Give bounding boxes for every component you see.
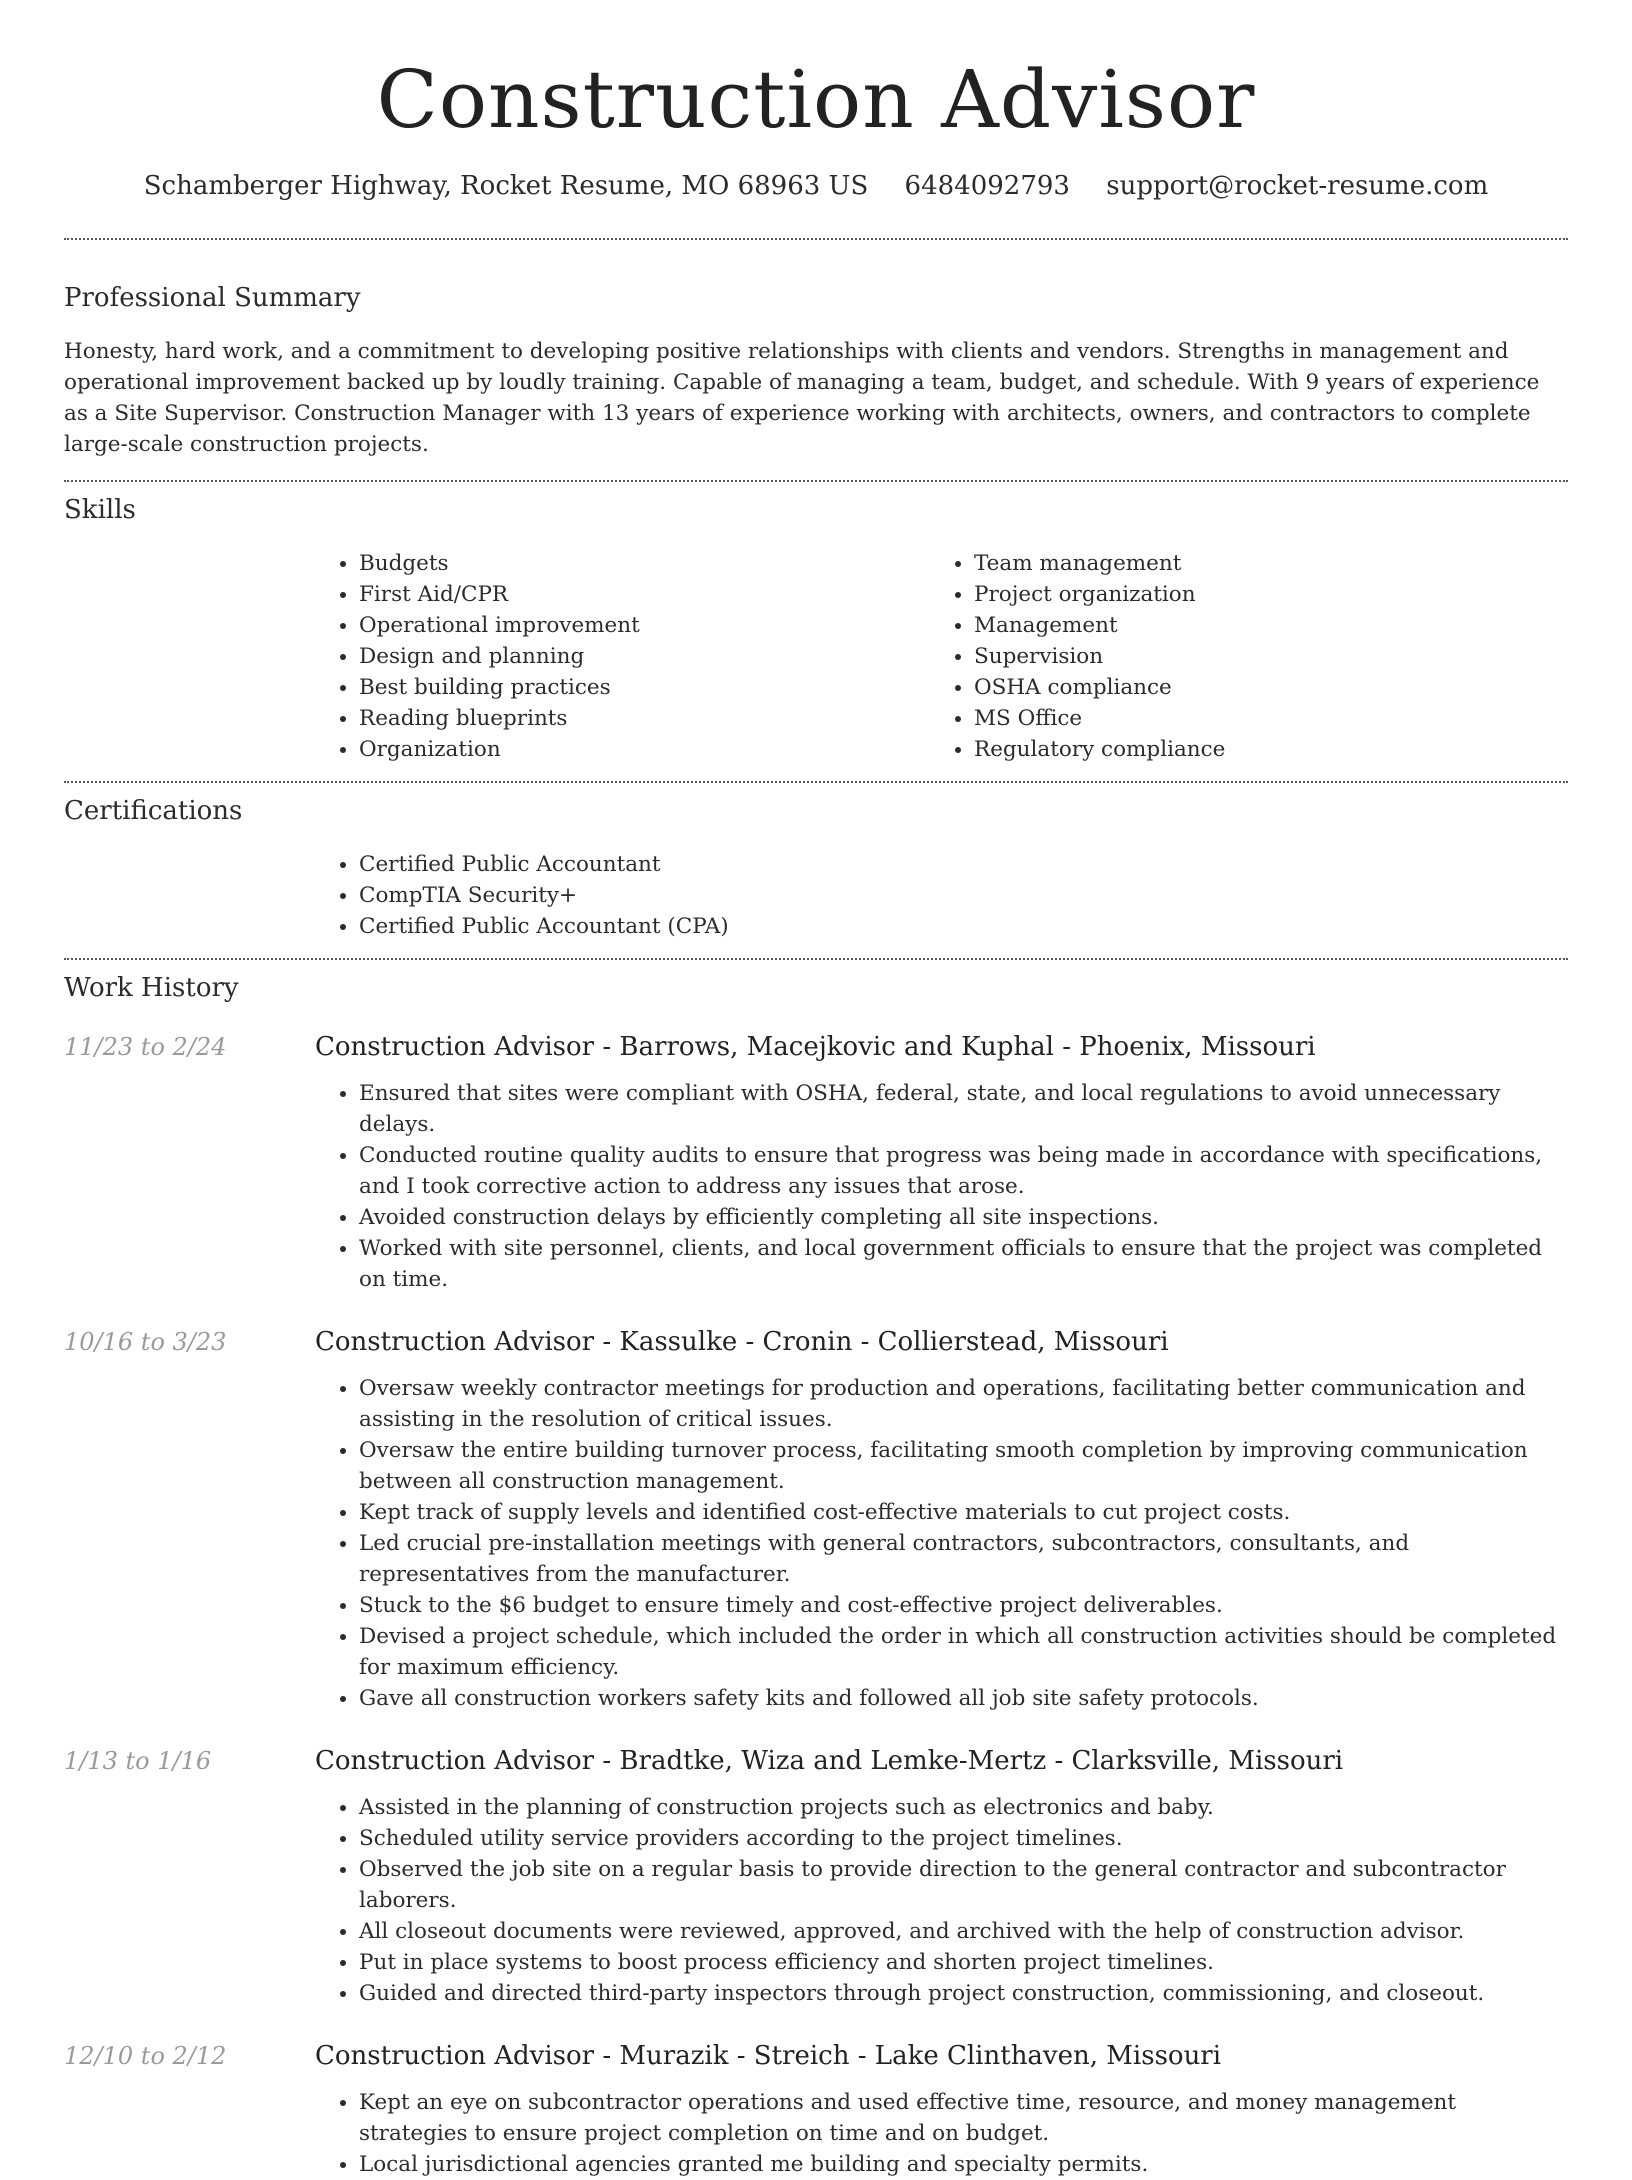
job-date: 11/23 to 2/24 <box>64 1033 227 1061</box>
job-date: 12/10 to 2/12 <box>64 2042 227 2070</box>
divider <box>64 480 1568 482</box>
job-bullet: • Put in place systems to boost process efficiency and shorten project timelines. <box>359 1947 1568 1978</box>
work-history-heading: Work History <box>64 973 239 1003</box>
skill-item: • Best building practices <box>359 672 930 703</box>
job-bullets <box>315 1373 1568 1714</box>
candidate-name: Construction Advisor <box>376 53 1256 146</box>
skills-column-left <box>315 548 930 765</box>
skill-item: • Regulatory compliance <box>974 734 1545 765</box>
job-bullets <box>315 1792 1568 2009</box>
job-title: Construction Advisor - Barrows, Macejkovic and Kuphal - Phoenix, Missouri <box>315 1032 1316 1062</box>
certification-item: • Certified Public Accountant <box>359 849 1568 880</box>
job-bullet: • Guided and directed third-party inspectors through project construction, commissioning, and closeout. <box>359 1978 1568 2009</box>
job-bullet: • Oversaw the entire building turnover process, facilitating smooth completion by improving communication between all construction management. <box>359 1435 1568 1497</box>
job-bullet: • Local jurisdictional agencies granted me building and specialty permits. <box>359 2149 1568 2180</box>
skill-item: • Management <box>974 610 1545 641</box>
job-title: Construction Advisor - Kassulke - Cronin - Collierstead, Missouri <box>315 1327 1169 1357</box>
job-entry <box>64 1744 1568 1778</box>
certifications-list <box>315 849 1568 942</box>
skill-item: • MS Office <box>974 703 1545 734</box>
job-bullet: • All closeout documents were reviewed, approved, and archived with the help of construction advisor. <box>359 1916 1568 1947</box>
job-bullet: • Avoided construction delays by efficiently completing all site inspections. <box>359 1202 1568 1233</box>
skills-column-right <box>930 548 1545 765</box>
job-bullet: • Assisted in the planning of construction projects such as electronics and baby. <box>359 1792 1568 1823</box>
skill-item: • OSHA compliance <box>974 672 1545 703</box>
phone: 6484092793 <box>904 171 1070 201</box>
job-entry <box>64 2039 1568 2073</box>
skill-item: • Operational improvement <box>359 610 930 641</box>
certification-item: • Certified Public Accountant (CPA) <box>359 911 1568 942</box>
skills-heading: Skills <box>64 495 136 525</box>
job-title: Construction Advisor - Murazik - Streich - Lake Clinthaven, Missouri <box>315 2041 1222 2071</box>
divider <box>64 781 1568 783</box>
skill-item: • Organization <box>359 734 930 765</box>
address: Schamberger Highway, Rocket Resume, MO 68963 US <box>143 171 869 201</box>
job-bullet: • Scheduled utility service providers according to the project timelines. <box>359 1823 1568 1854</box>
email: support@rocket-resume.com <box>1106 171 1489 201</box>
skills-list <box>315 548 1568 765</box>
job-entry <box>64 1030 1568 1064</box>
job-bullet: • Worked with site personnel, clients, and local government officials to ensure that the project was completed on time. <box>359 1233 1568 1295</box>
certifications-heading: Certifications <box>64 796 243 826</box>
resume-page <box>64 0 1568 2180</box>
certification-item: • CompTIA Security+ <box>359 880 1568 911</box>
summary-heading: Professional Summary <box>64 283 361 313</box>
job-bullet: • Observed the job site on a regular basis to provide direction to the general contractor and subcontractor laborers. <box>359 1854 1568 1916</box>
skill-item: • Budgets <box>359 548 930 579</box>
contact-line <box>64 168 1568 204</box>
skill-item: • Team management <box>974 548 1545 579</box>
job-bullet: • Ensured that sites were compliant with OSHA, federal, state, and local regulations to avoid unnecessary delays. <box>359 1078 1568 1140</box>
job-title: Construction Advisor - Bradtke, Wiza and Lemke-Mertz - Clarksville, Missouri <box>315 1746 1344 1776</box>
job-bullet: • Kept an eye on subcontractor operations and used effective time, resource, and money management strategies to ensure project completion on time and on budget. <box>359 2087 1568 2149</box>
summary-text: Honesty, hard work, and a commitment to developing positive relationships with clients and vendors. Strengths in management and operational improvement backed up by loudly training. Capable of managing a team, budget, and schedule. With 9 years of experience as a Site Supervisor. Construction Manager with 13 years of experience working with architects, owners, and contractors to complete large-scale construction projects. <box>64 339 1540 457</box>
skill-item: • First Aid/CPR <box>359 579 930 610</box>
job-bullet: • Devised a project schedule, which included the order in which all construction activities should be completed for maximum efficiency. <box>359 1621 1568 1683</box>
job-entry <box>64 1325 1568 1359</box>
skill-item: • Supervision <box>974 641 1545 672</box>
job-bullet: • Conducted routine quality audits to ensure that progress was being made in accordance with specifications, and I took corrective action to address any issues that arose. <box>359 1140 1568 1202</box>
job-bullet: • Oversaw weekly contractor meetings for production and operations, facilitating better communication and assisting in the resolution of critical issues. <box>359 1373 1568 1435</box>
job-bullets <box>315 2087 1568 2180</box>
skill-item: • Reading blueprints <box>359 703 930 734</box>
job-date: 1/13 to 1/16 <box>64 1747 212 1775</box>
skill-item: • Design and planning <box>359 641 930 672</box>
skill-item: • Project organization <box>974 579 1545 610</box>
job-date: 10/16 to 3/23 <box>64 1328 227 1356</box>
divider <box>64 958 1568 960</box>
job-bullet: • Gave all construction workers safety kits and followed all job site safety protocols. <box>359 1683 1568 1714</box>
job-bullet: • Stuck to the $6 budget to ensure timely and cost-effective project deliverables. <box>359 1590 1568 1621</box>
job-bullets <box>315 1078 1568 1295</box>
job-bullet: • Led crucial pre-installation meetings with general contractors, subcontractors, consultants, and representatives from the manufacturer. <box>359 1528 1568 1590</box>
job-bullet: • Kept track of supply levels and identified cost-effective materials to cut project costs. <box>359 1497 1568 1528</box>
